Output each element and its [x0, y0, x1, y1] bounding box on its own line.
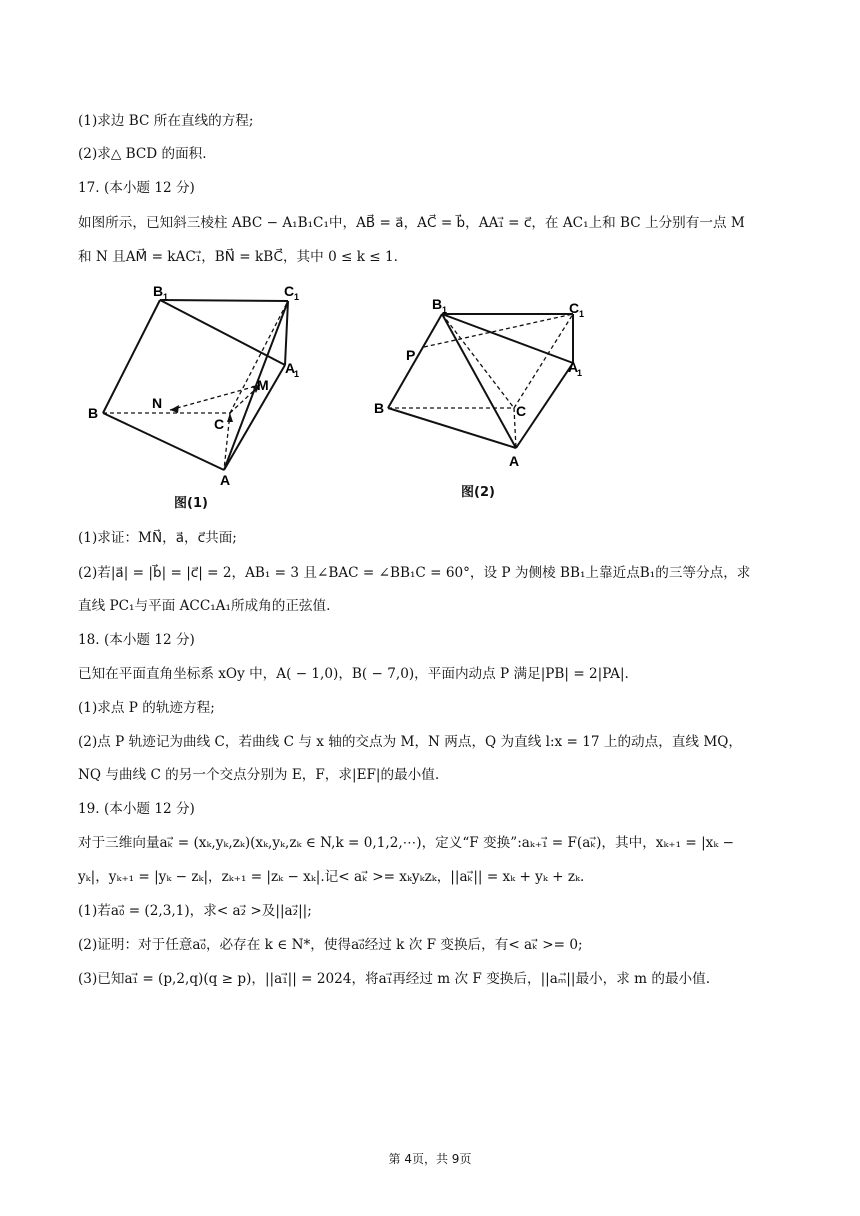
fig2-label-a1: A [568, 359, 579, 375]
fig1-label-c1: C [284, 283, 295, 299]
q19-part1: (1)若a₀⃗ = (2,3,1)，求< a₂⃗ >及||a₂⃗||; [78, 903, 312, 919]
fig1-label-a: A [220, 472, 231, 488]
fig1-label-c1-sub: 1 [294, 292, 300, 302]
fig1-label-m: M [257, 377, 269, 393]
q18-part2-line1: (2)点 P 轨迹记为曲线 C，若曲线 C 与 x 轴的交点为 M，N 两点，Q 为直线 l:x = 17 上的动点，直线 MQ， [78, 734, 742, 750]
q18-stem: 已知在平面直角坐标系 xOy 中，A( − 1,0)，B( − 7,0)，平面内动点 P 满足|PB| = 2|PA|. [78, 666, 629, 682]
fig1-label-n: N [152, 395, 163, 411]
q16-part2: (2)求△ BCD 的面积. [78, 146, 207, 162]
fig1-label-a1-sub: 1 [294, 369, 300, 379]
q17-part2-line2: 直线 PC₁与平面 ACC₁A₁所成角的正弦值. [78, 598, 331, 614]
q17-stem-line1: 如图所示，已知斜三棱柱 ABC − A₁B₁C₁中，AB⃗ = a⃗，AC⃗ = b⃗，AA₁⃗ = c⃗，在 AC₁上和 BC 上分别有一点 M [78, 215, 745, 231]
figure-2-caption: 图(2) [461, 485, 495, 500]
fig2-label-p: P [406, 347, 416, 363]
fig2-label-b1: B [432, 296, 443, 312]
q16-part1: (1)求边 BC 所在直线的方程; [78, 113, 254, 129]
fig1-label-b1-sub: 1 [163, 292, 169, 302]
fig1-label-b1: B [153, 283, 164, 299]
q19-stem-line2: yₖ|，yₖ₊₁ = |yₖ − zₖ|，zₖ₊₁ = |zₖ − xₖ|.记< aₖ⃗ >= xₖyₖzₖ，||aₖ⃗|| = xₖ + yₖ + zₖ. [78, 869, 585, 885]
q19-stem-line1: 对于三维向量aₖ⃗ = (xₖ,yₖ,zₖ)(xₖ,yₖ,zₖ ∈ N,k = 0,1,2,⋯)，定义“F 变换”:aₖ₊₁⃗ = F(aₖ⃗)，其中，xₖ₊₁ = |xₖ − [78, 835, 734, 851]
q18-part2-line2: NQ 与曲线 C 的另一个交点分别为 E，F，求|EF|的最小值. [78, 767, 440, 783]
q18-part1: (1)求点 P 的轨迹方程; [78, 700, 215, 716]
q19-part2: (2)证明：对于任意a₀⃗，必存在 k ∈ N*，使得a₀⃗经过 k 次 F 变换后，有< aₖ⃗ >= 0; [78, 937, 583, 953]
q17-stem-line2: 和 N 且AM⃗ = kAC₁⃗，BN⃗ = kBC⃗，其中 0 ≤ k ≤ 1. [78, 249, 398, 265]
figure-1-caption: 图(1) [174, 496, 208, 511]
fig1-label-c: C [214, 416, 225, 432]
q19-part3: (3)已知a₁⃗ = (p,2,q)(q ≥ p)，||a₁⃗|| = 2024，将a₁⃗再经过 m 次 F 变换后，||aₘ⃗||最小，求 m 的最小值. [78, 971, 711, 987]
figure-1 [80, 280, 320, 520]
q17-part2-line1: (2)若|a⃗| = |b⃗| = |c⃗| = 2，AB₁ = 3 且∠BAC = ∠BB₁C = 60°，设 P 为侧棱 BB₁上靠近点B₁的三等分点，求 [78, 565, 751, 581]
fig2-label-b1-sub: 1 [442, 305, 448, 315]
q17-part1: (1)求证：MN⃗，a⃗，c⃗共面; [78, 530, 237, 546]
page-footer: 第 4页，共 9页 [388, 1152, 472, 1166]
fig2-label-a: A [509, 453, 520, 469]
fig2-label-b: B [374, 400, 385, 416]
fig2-label-c1-sub: 1 [579, 309, 585, 319]
q19-heading: 19. (本小题 12 分) [78, 801, 195, 817]
fig2-label-c: C [516, 403, 527, 419]
figure-2 [370, 285, 610, 485]
q17-heading: 17. (本小题 12 分) [78, 180, 195, 196]
fig1-label-a1: A [285, 360, 296, 376]
fig2-label-c1: C [569, 300, 580, 316]
q18-heading: 18. (本小题 12 分) [78, 632, 195, 648]
fig1-label-b: B [88, 405, 99, 421]
fig2-label-a1-sub: 1 [577, 368, 583, 378]
